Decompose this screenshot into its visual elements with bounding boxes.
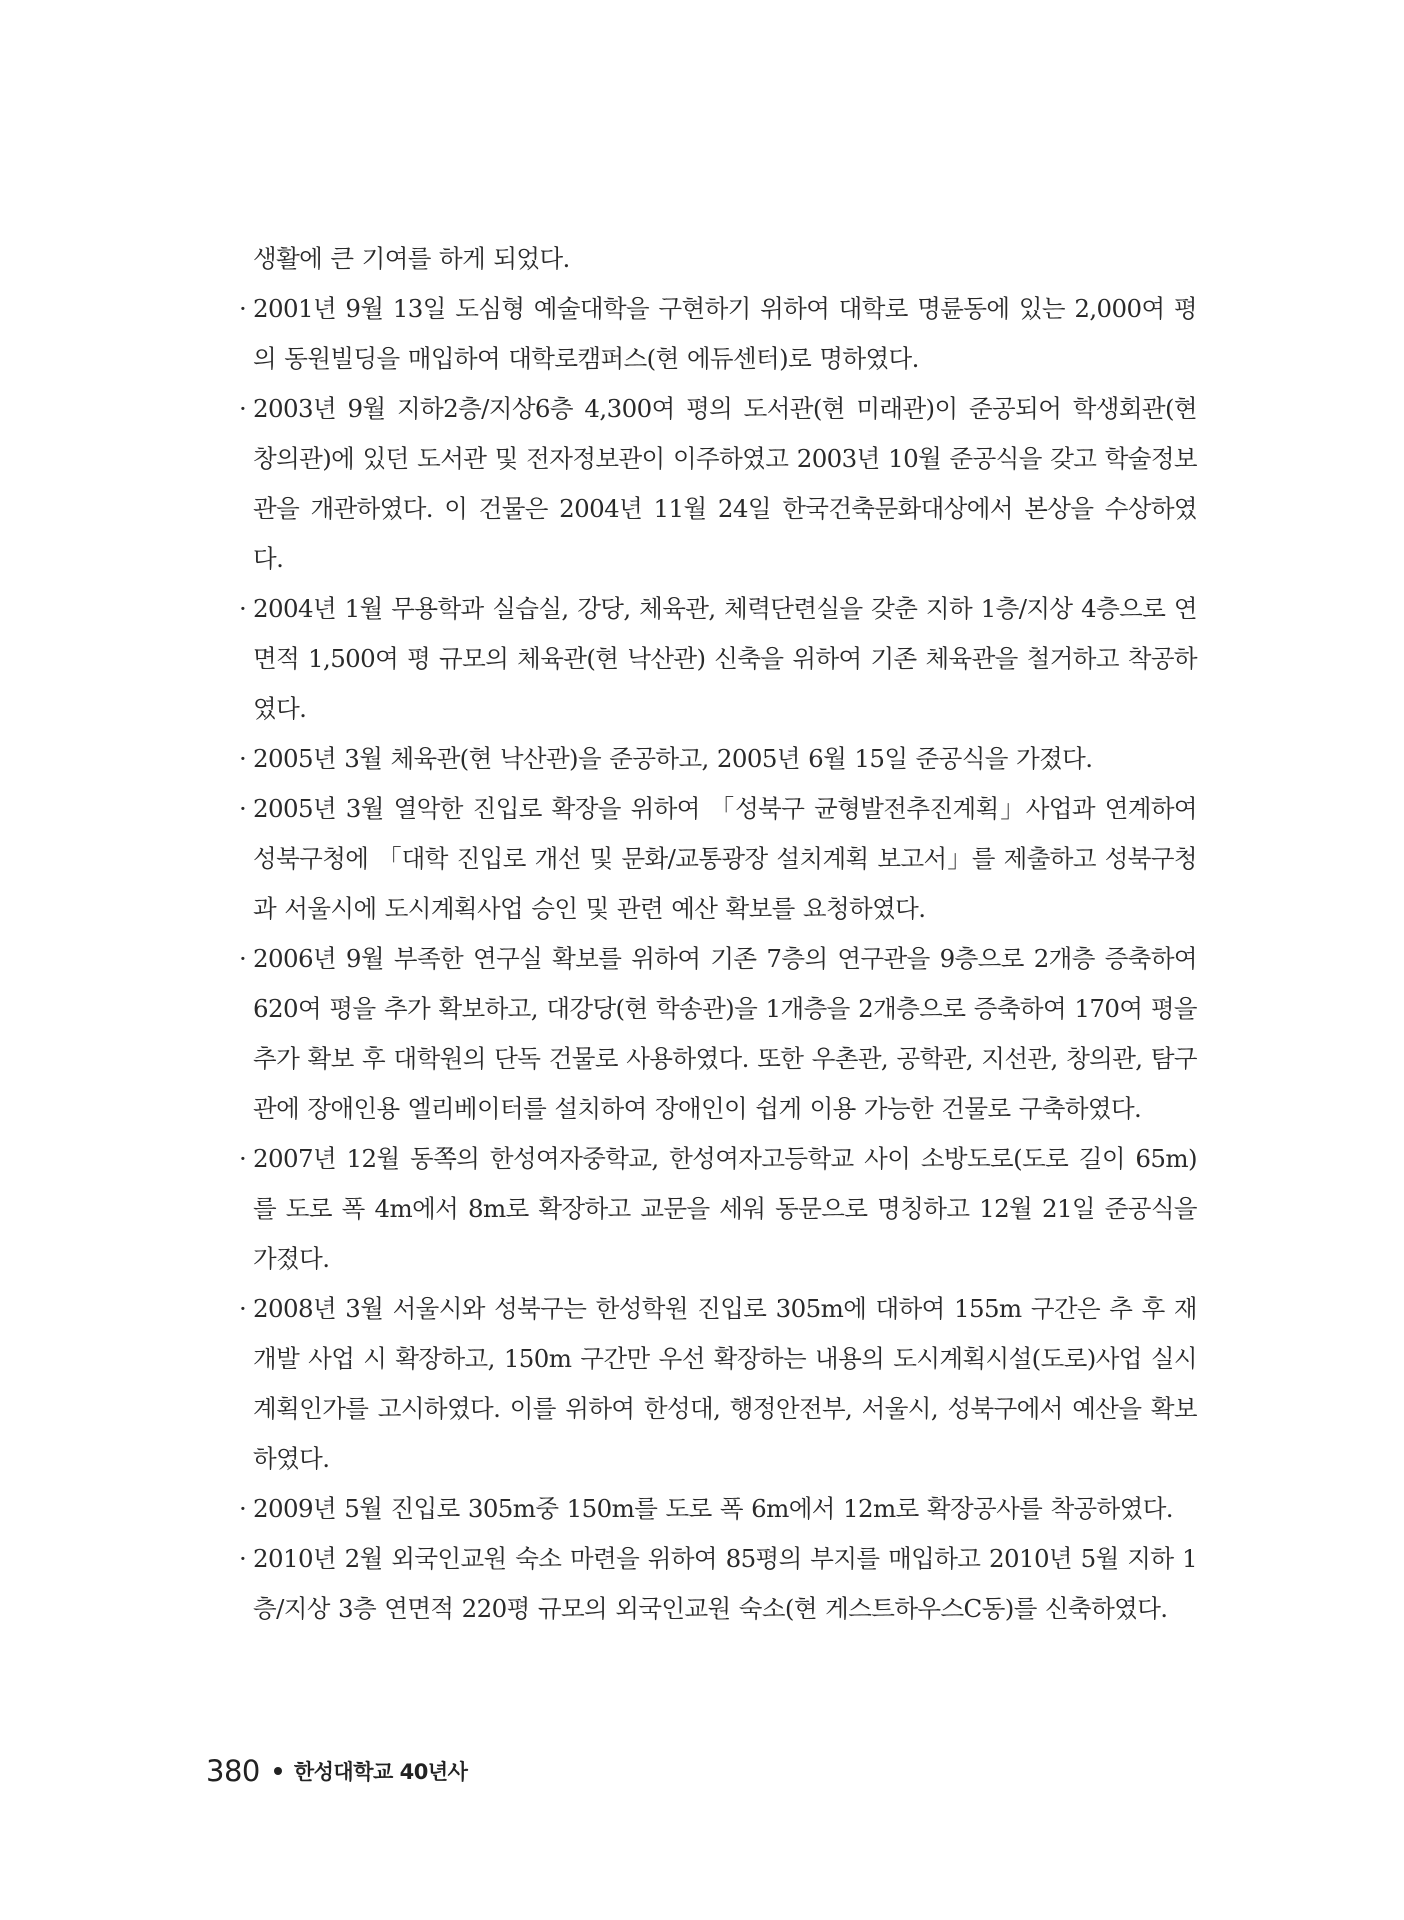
page-number: 380: [206, 1754, 260, 1788]
bullet-marker: ·: [239, 1144, 247, 1173]
list-item: [239, 1484, 1197, 1534]
bullet-marker: ·: [239, 594, 247, 623]
list-item: [239, 584, 1197, 734]
list-item: [239, 284, 1197, 384]
list-item-text: 2005년 3월 체육관(현 낙산관)을 준공하고, 2005년 6월 15일 준공식을 가졌다.: [253, 744, 1093, 773]
list-item: [239, 1534, 1197, 1634]
list-item-text: 2007년 12월 동쪽의 한성여자중학교, 한성여자고등학교 사이 소방도로(도로 길이 65m)를 도로 폭 4m에서 8m로 확장하고 교문을 세워 동문으로 명칭하고 12월 21일 준공식을 가졌다.: [253, 1144, 1197, 1273]
page-footer: [206, 1751, 467, 1791]
bullet-marker: ·: [239, 944, 247, 973]
bullet-marker: ·: [239, 394, 247, 423]
separator-dot-icon: [274, 1767, 282, 1775]
list-item: [239, 934, 1197, 1134]
list-item-text: 2006년 9월 부족한 연구실 확보를 위하여 기존 7층의 연구관을 9층으로 2개층 증축하여 620여 평을 추가 확보하고, 대강당(현 학송관)을 1개층을 2개층으로 증축하여 170여 평을 추가 확보 후 대학원의 단독 건물로 사용하였다. 또한 우촌관, 공학관, 지선관, 창의관, 탐구관에 장애인용 엘리베이터를 설치하여 장애인이 쉽게 이용 가능한 건물로 구축하였다.: [253, 944, 1197, 1123]
list-item: [239, 784, 1197, 934]
bullet-marker: ·: [239, 794, 247, 823]
list-item-text: 2004년 1월 무용학과 실습실, 강당, 체육관, 체력단련실을 갖춘 지하 1층/지상 4층으로 연면적 1,500여 평 규모의 체육관(현 낙산관) 신축을 위하여 기존 체육관을 철거하고 착공하였다.: [253, 594, 1197, 723]
list-item-text: 2003년 9월 지하2층/지상6층 4,300여 평의 도서관(현 미래관)이 준공되어 학생회관(현 창의관)에 있던 도서관 및 전자정보관이 이주하였고 2003년 10월 준공식을 갖고 학술정보관을 개관하였다. 이 건물은 2004년 11월 24일 한국건축문화대상에서 본상을 수상하였다.: [253, 394, 1197, 573]
list-item: [239, 734, 1197, 784]
bullet-marker: ·: [239, 1544, 247, 1573]
bullet-marker: ·: [239, 294, 247, 323]
page-body: [239, 234, 1197, 1634]
list-item: [239, 1284, 1197, 1484]
list-item-text: 2010년 2월 외국인교원 숙소 마련을 위하여 85평의 부지를 매입하고 2010년 5월 지하 1층/지상 3층 연면적 220평 규모의 외국인교원 숙소(현 게스트하우스C동)를 신축하였다.: [253, 1544, 1197, 1623]
list-item-text: 2008년 3월 서울시와 성북구는 한성학원 진입로 305m에 대하여 155m 구간은 추 후 재개발 사업 시 확장하고, 150m 구간만 우선 확장하는 내용의 도시계획시설(도로)사업 실시계획인가를 고시하였다. 이를 위하여 한성대, 행정안전부, 서울시, 성북구에서 예산을 확보하였다.: [253, 1294, 1197, 1473]
list-item: [239, 384, 1197, 584]
list-item-text: 2005년 3월 열악한 진입로 확장을 위하여 「성북구 균형발전추진계획」사업과 연계하여 성북구청에 「대학 진입로 개선 및 문화/교통광장 설치계획 보고서」를 제출하고 성북구청과 서울시에 도시계획사업 승인 및 관련 예산 확보를 요청하였다.: [253, 794, 1197, 923]
bullet-marker: ·: [239, 1494, 247, 1523]
book-title: 한성대학교 40년사: [293, 1760, 468, 1784]
list-item-text: 2009년 5월 진입로 305m중 150m를 도로 폭 6m에서 12m로 확장공사를 착공하였다.: [253, 1494, 1173, 1523]
list-item: [239, 1134, 1197, 1284]
lead-paragraph: 생활에 큰 기여를 하게 되었다.: [253, 244, 570, 273]
bullet-marker: ·: [239, 1294, 247, 1323]
list-item-text: 2001년 9월 13일 도심형 예술대학을 구현하기 위하여 대학로 명륜동에 있는 2,000여 평의 동원빌딩을 매입하여 대학로캠퍼스(현 에듀센터)로 명하였다.: [253, 294, 1197, 373]
bullet-marker: ·: [239, 744, 247, 773]
